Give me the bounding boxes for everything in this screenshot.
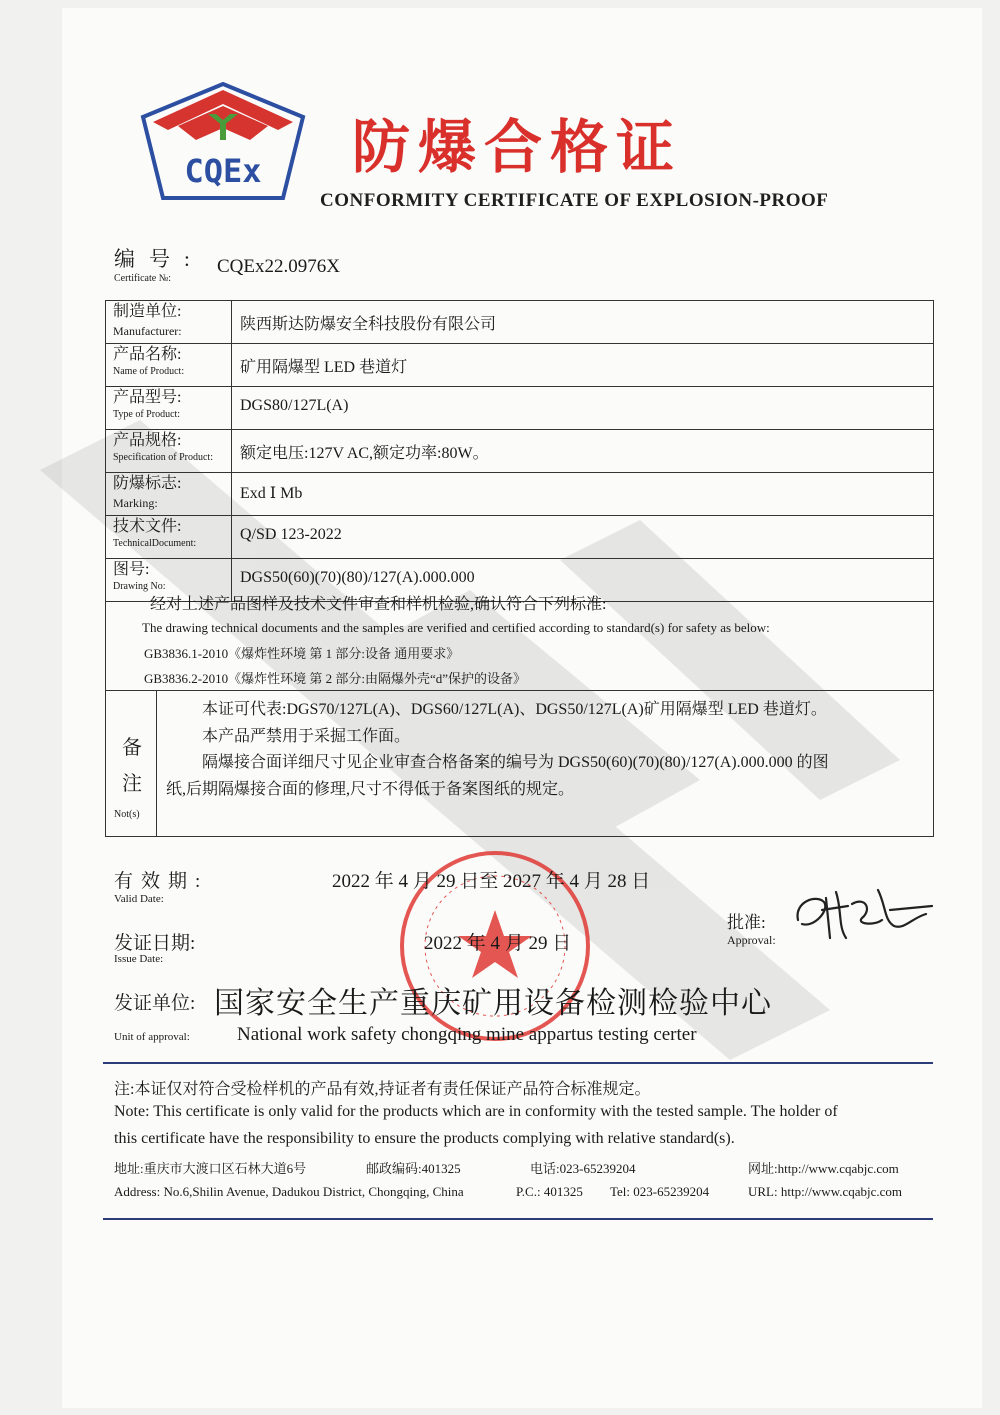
cqex-logo-icon [138, 82, 308, 200]
technical-document-label-en: TechnicalDocument: [113, 538, 197, 549]
table-row [106, 473, 934, 516]
issue-date-value: 2022 年 4 月 29 日 [424, 933, 572, 954]
url-en: URL: http://www.cqabjc.com [748, 1184, 903, 1199]
title-en: CONFORMITY CERTIFICATE OF EXPLOSION-PROOF [320, 190, 829, 211]
address-en: Address: No.6,Shilin Avenue, Dadukou District, Chongqing, China [114, 1184, 464, 1199]
specification-label: 产品规格: [113, 432, 182, 449]
drawing-no-value: DGS50(60)(70)(80)/127(A).000.000 [232, 559, 934, 602]
tel-cn: 电话:023-65239204 [530, 1161, 636, 1176]
issuer-name-cn: 国家安全生产重庆矿用设备检测检验中心 [214, 987, 772, 1020]
product-name-value: 矿用隔爆型 LED 巷道灯 [232, 344, 934, 387]
approval-label: 批准: [727, 913, 766, 932]
valid-date-value: 2022 年 4 月 29 日至 2027 年 4 月 28 日 [332, 871, 651, 892]
product-name-label: 产品名称: [113, 346, 182, 363]
table-row [106, 516, 934, 559]
notes-label-zhu: 注 [122, 773, 142, 795]
footer-note-en-1: Note: This certificate is only valid for the products which are in conformity with the tested sample. The holder of [114, 1103, 838, 1120]
issuer-label: 发证单位: [114, 993, 196, 1014]
valid-date-label: 有效期: [114, 871, 209, 892]
certificate-no-label: 编号: [114, 247, 204, 271]
issue-date-label-en: Issue Date: [114, 953, 164, 965]
note-line: 本证可代表:DGS70/127L(A)、DGS60/127L(A)、DGS50/127L(A)矿用隔爆型 LED 巷道灯。 [202, 701, 827, 718]
tel-en: Tel: 023-65239204 [610, 1184, 710, 1199]
issuer-name-en: National work safety chongqing mine appartus testing certer [237, 1024, 697, 1045]
product-info-table [105, 300, 934, 602]
certificate-no-value: CQEx22.0976X [217, 256, 340, 277]
marking-value: Exd Ⅰ Mb [232, 473, 934, 516]
table-row [106, 387, 934, 430]
product-type-value: DGS80/127L(A) [232, 387, 934, 430]
notes-label-en: Not(s) [114, 809, 140, 820]
footer-note-cn: 注:本证仅对符合受检样机的产品有效,持证者有责任保证产品符合标准规定。 [114, 1081, 651, 1098]
standard-item: GB3836.2-2010《爆炸性环境 第 2 部分:由隔爆外壳“d”保护的设备》 [144, 671, 527, 686]
issue-date-label: 发证日期: [114, 933, 196, 954]
verification-text-en: The drawing technical documents and the samples are verified and certified according to standard(s) for safety as below: [142, 620, 770, 635]
technical-document-value: Q/SD 123-2022 [232, 516, 934, 559]
table-row [106, 301, 934, 344]
note-line: 纸,后期隔爆接合面的修理,尺寸不得低于备案图纸的规定。 [166, 781, 575, 798]
divider [156, 691, 157, 836]
marking-label: 防爆标志: [113, 475, 182, 492]
divider [103, 1062, 933, 1064]
table-row [106, 344, 934, 387]
verification-section [105, 588, 934, 690]
divider [103, 1218, 933, 1220]
title-cn: 防爆合格证 [352, 113, 683, 181]
manufacturer-label: 制造单位: [113, 303, 182, 320]
svg-text:CQEx: CQEx [184, 152, 262, 190]
note-line: 本产品严禁用于采掘工作面。 [202, 728, 411, 745]
address-cn: 地址:重庆市大渡口区石林大道6号 [114, 1161, 307, 1176]
postcode-cn: 邮政编码:401325 [366, 1161, 461, 1176]
manufacturer-label-en: Manufacturer: [113, 324, 182, 338]
product-name-label-en: Name of Product: [113, 366, 185, 377]
approval-label-en: Approval: [727, 933, 776, 947]
valid-date-label-en: Valid Date: [114, 893, 164, 905]
table-row [106, 430, 934, 473]
product-type-label-en: Type of Product: [113, 409, 181, 420]
specification-label-en: Specification of Product: [113, 452, 213, 463]
url-cn: 网址:http://www.cqabjc.com [748, 1161, 899, 1176]
marking-label-en: Marking: [113, 496, 158, 510]
notes-section [105, 690, 934, 837]
issuer-label-en: Unit of approval: [114, 1031, 190, 1043]
product-type-label: 产品型号: [113, 389, 182, 406]
note-line: 隔爆接合面详细尺寸见企业审查合格备案的编号为 DGS50(60)(70)(80)/127(A).000.000 的图 [202, 754, 829, 771]
standard-item: GB3836.1-2010《爆炸性环境 第 1 部分:设备 通用要求》 [144, 646, 460, 661]
manufacturer-value: 陕西斯达防爆安全科技股份有限公司 [232, 301, 934, 344]
footer-note-en-2: this certificate have the responsibility to ensure the products complying with relative standard(s). [114, 1130, 735, 1147]
specification-value: 额定电压:127V AC,额定功率:80W。 [232, 430, 934, 473]
postcode-en: P.C.: 401325 [516, 1184, 583, 1199]
drawing-no-label-en: Drawing No: [113, 581, 166, 592]
drawing-no-label: 图号: [113, 561, 150, 578]
notes-label-bei: 备 [122, 737, 142, 759]
technical-document-label: 技术文件: [113, 518, 182, 535]
certificate-no-label-en: Certificate №: [114, 273, 172, 284]
verification-text-cn: 经对上述产品图样及技术文件审查和样机检验,确认符合下列标准: [150, 596, 607, 613]
signature-icon [786, 880, 936, 950]
